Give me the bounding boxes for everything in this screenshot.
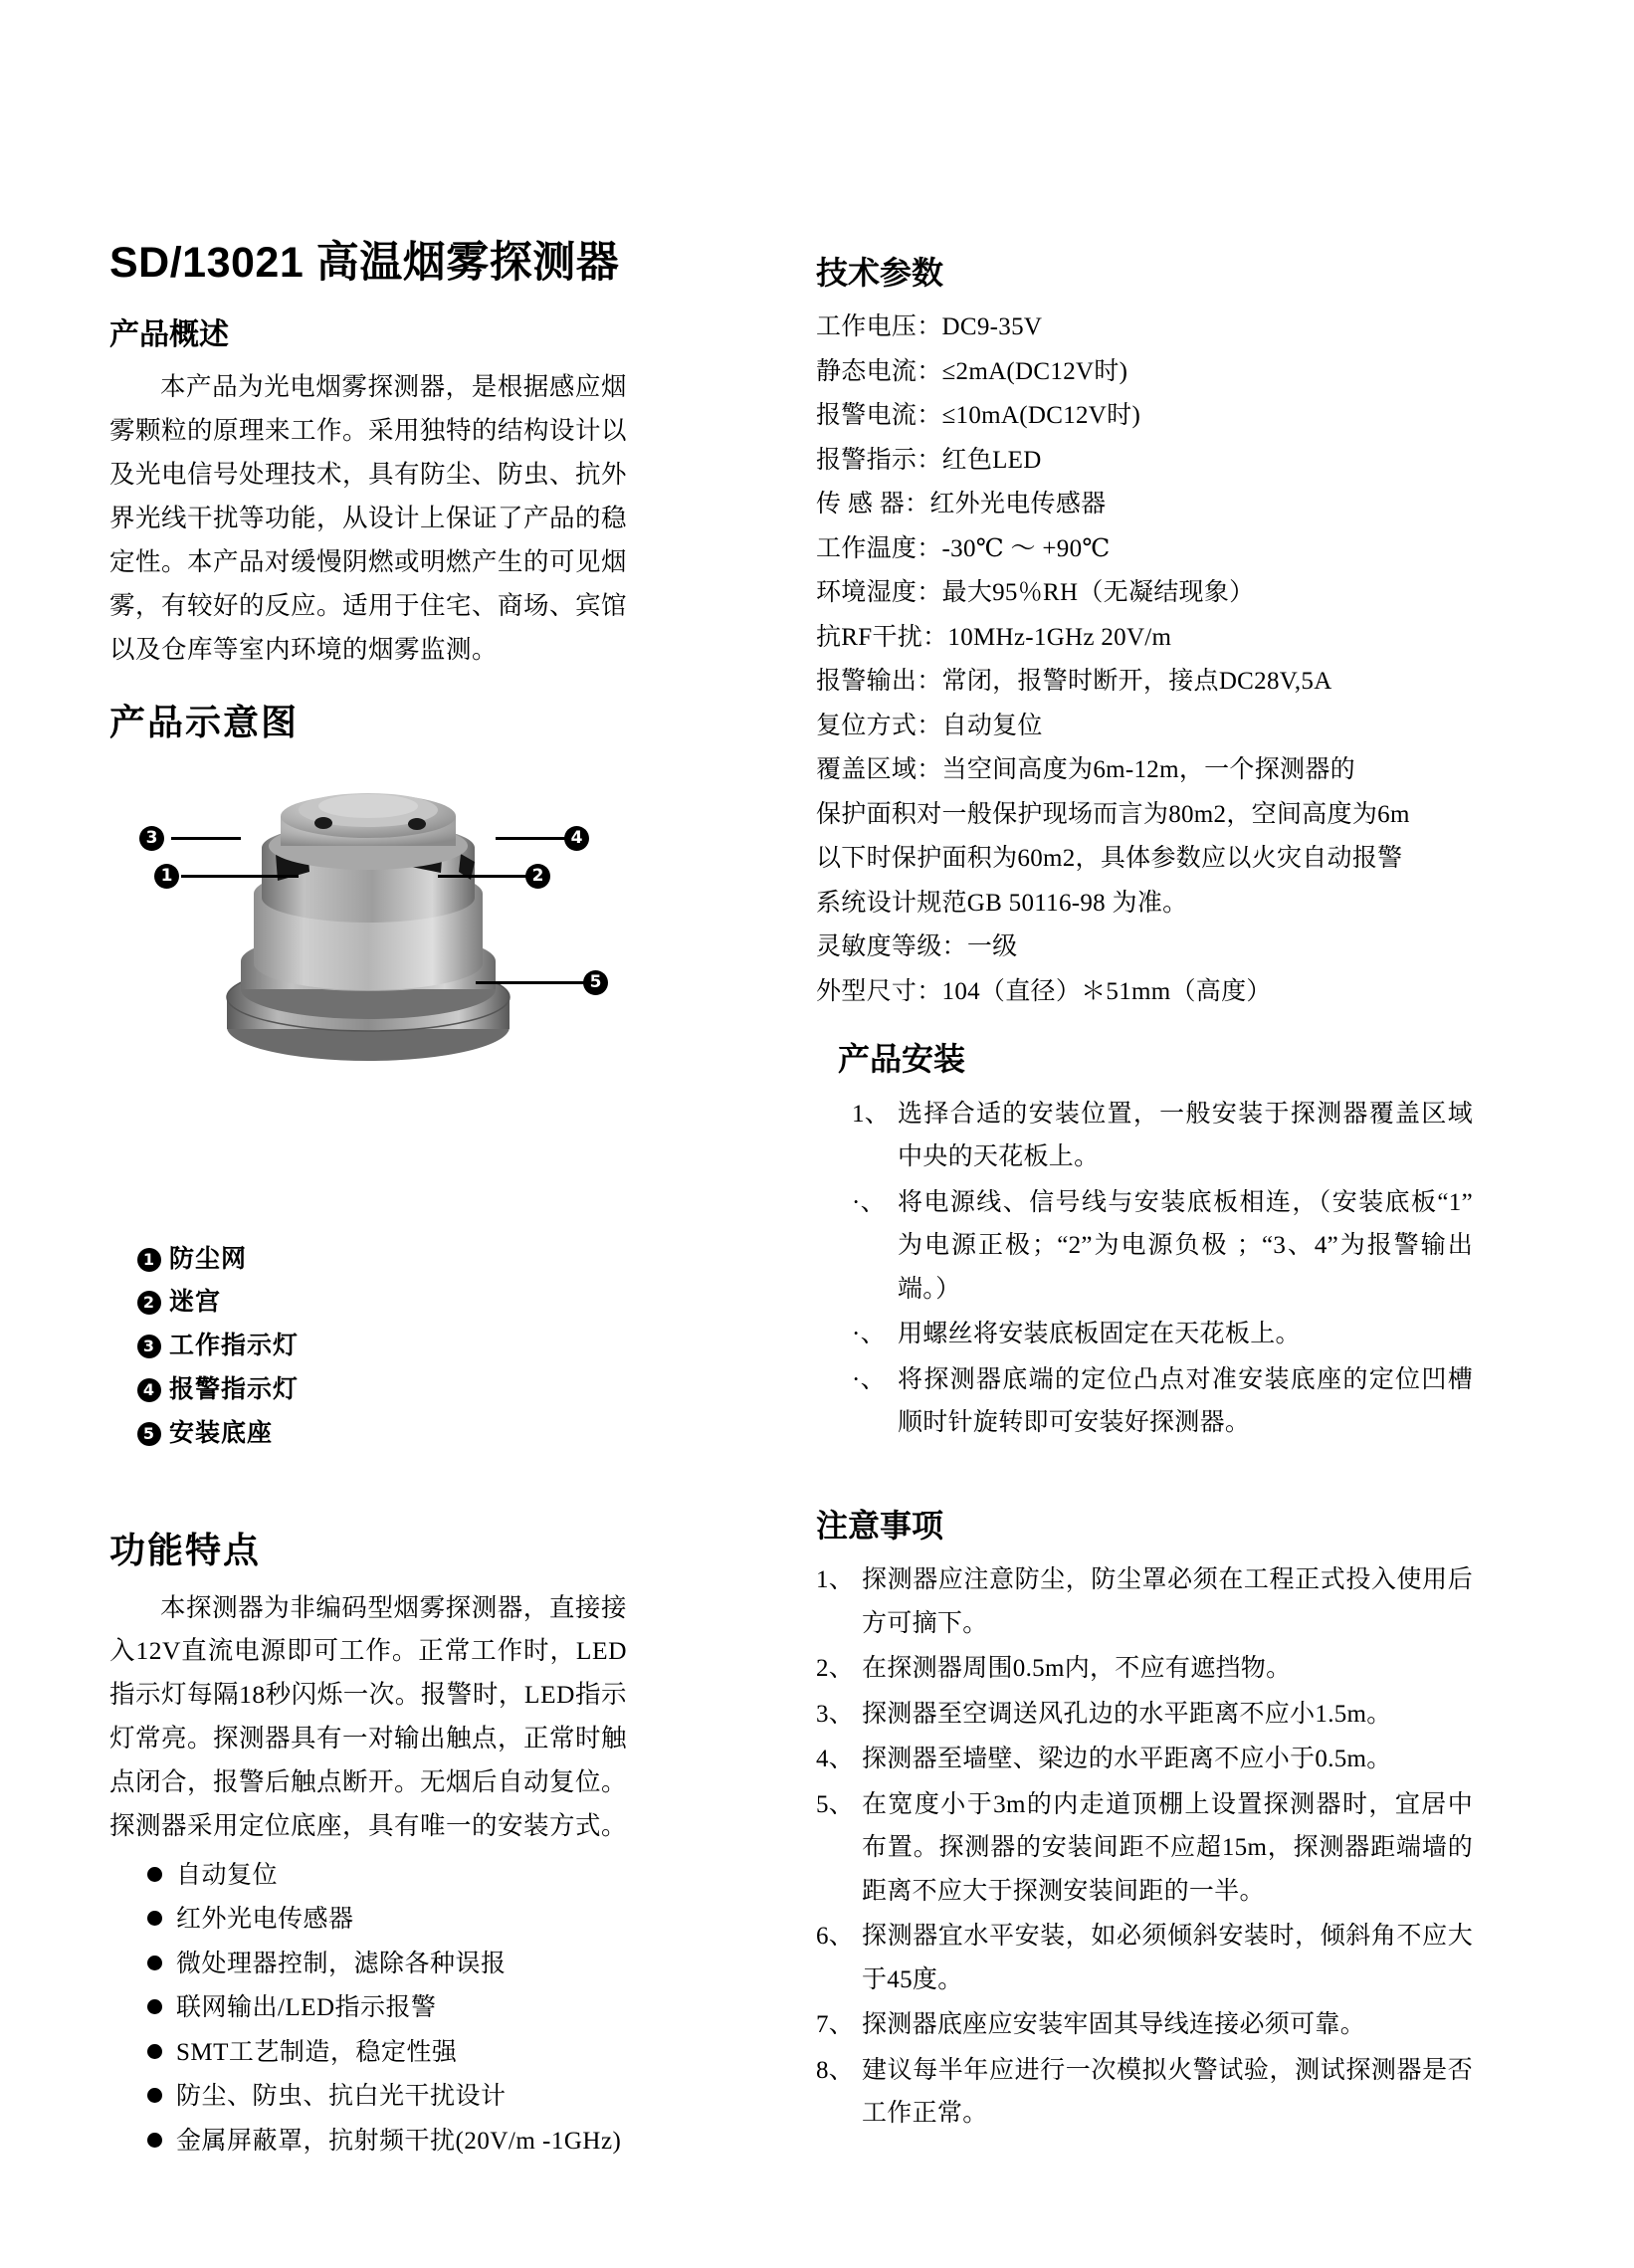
spec-row	[816, 926, 1473, 970]
feature-text-2: 红外光电传感器	[176, 1906, 354, 1934]
list-item	[147, 2120, 627, 2165]
list-item	[852, 1358, 1473, 1445]
note-text-2: 在探测器周围0.5m内，不应有遮挡物。	[862, 1655, 1292, 1683]
note-marker-3: 3、	[816, 1700, 855, 1728]
bullet-dot-icon	[147, 1911, 162, 1926]
bullet-dot-icon	[147, 1956, 162, 1970]
list-item	[816, 1738, 1473, 1781]
note-text-4: 探测器至墙壁、梁边的水平距离不应小于0.5m。	[862, 1746, 1392, 1773]
spec-value-1: DC9-35V	[941, 313, 1043, 341]
spec-label-dimensions: 外型尺寸：	[816, 977, 942, 1005]
note-marker-4: 4、	[816, 1746, 855, 1773]
feature-text-3: 微处理器控制，滤除各种误报	[176, 1950, 507, 1977]
list-item	[147, 1986, 627, 2031]
list-item	[147, 1943, 627, 1987]
coverage-continuation-2: 以下时保护面积为60m2，具体参数应以火灾自动报警	[816, 845, 1403, 873]
step-marker-4: ·、	[852, 1365, 886, 1393]
spec-label-sensitivity: 灵敏度等级：	[816, 933, 967, 961]
step-marker-3: ·、	[852, 1321, 886, 1348]
spec-label-8: 抗RF干扰：	[816, 623, 948, 651]
left-column	[109, 239, 627, 2164]
legend-label-2: 迷宫	[169, 1288, 222, 1317]
spec-row	[816, 616, 1473, 661]
spec-row	[816, 705, 1473, 749]
step-marker-1: 1、	[852, 1100, 891, 1128]
spec-value-4: 红色LED	[941, 446, 1042, 474]
callout-marker-1: 1	[154, 864, 179, 889]
feature-text-1: 自动复位	[176, 1861, 279, 1889]
list-item	[137, 1325, 627, 1368]
legend-label-3: 工作指示灯	[169, 1332, 300, 1360]
note-text-8: 建议每半年应进行一次模拟火警试验，测试探测器是否工作正常。	[862, 2056, 1473, 2128]
note-text-7: 探测器底座应安装牢固其导线连接必须可靠。	[862, 2011, 1366, 2039]
note-marker-1: 1、	[816, 1566, 855, 1594]
section-heading-specs: 技术参数	[816, 255, 944, 291]
note-marker-2: 2、	[816, 1655, 855, 1683]
section-heading-diagram: 产品示意图	[109, 702, 300, 743]
spec-row	[816, 660, 1473, 705]
legend-number-5: 5	[137, 1422, 161, 1446]
right-column	[816, 254, 1473, 2138]
spec-value-8: 10MHz-1GHz 20V/m	[947, 623, 1172, 651]
step-text-1: 选择合适的安装位置，一般安装于探测器覆盖区域中央的天花板上。	[898, 1100, 1473, 1171]
list-item	[852, 1313, 1473, 1356]
spec-value-11: 当空间高度为6m-12m，一个探测器的	[941, 756, 1355, 784]
note-text-3: 探测器至空调送风孔边的水平距离不应小1.5m。	[862, 1700, 1392, 1728]
callout-marker-3: 3	[139, 826, 164, 851]
list-item	[137, 1281, 627, 1325]
spec-row	[816, 394, 1473, 439]
spec-label-5: 传 感 器：	[816, 491, 930, 518]
note-marker-7: 7、	[816, 2011, 855, 2039]
spec-value-3: ≤10mA(DC12V时)	[941, 402, 1141, 430]
spec-row	[816, 748, 1473, 793]
list-item	[852, 1181, 1473, 1312]
step-text-3: 用螺丝将安装底板固定在天花板上。	[898, 1321, 1301, 1348]
feature-text-6: 防尘、防虫、抗白光干扰设计	[176, 2083, 507, 2111]
list-item	[147, 1898, 627, 1943]
spec-row	[816, 439, 1473, 484]
spec-label-3: 报警电流：	[816, 402, 942, 430]
spec-row	[816, 571, 1473, 616]
spec-value-sensitivity: 一级	[966, 933, 1018, 961]
specifications-list	[816, 306, 1473, 793]
step-text-2: 将电源线、信号线与安装底板相连，（安装底板“1”为电源正极；“2”为电源负极 ；“3、4”为报警输出端。）	[898, 1188, 1473, 1303]
leader-line-3	[171, 837, 241, 840]
legend-number-4: 4	[137, 1378, 161, 1402]
spec-label-9: 报警输出：	[816, 668, 942, 696]
bullet-dot-icon	[147, 2044, 162, 2059]
note-text-6: 探测器宜水平安装，如必须倾斜安装时，倾斜角不应大于45度。	[862, 1923, 1473, 1993]
section-heading-notes: 注意事项	[816, 1507, 944, 1544]
note-text-5: 在宽度小于3m的内走道顶棚上设置探测器时，宜居中布置。探测器的安装间距不应超15m，探测器距端墙的距离不应大于探测安装间距的一半。	[862, 1790, 1473, 1905]
section-heading-features: 功能特点	[109, 1530, 262, 1571]
legend-number-3: 3	[137, 1335, 161, 1358]
callout-marker-2: 2	[525, 864, 550, 889]
spec-label-1: 工作电压：	[816, 313, 942, 341]
feature-text-4: 联网输出/LED指示报警	[176, 1994, 437, 2022]
list-item	[816, 1558, 1473, 1645]
spec-value-2: ≤2mA(DC12V时)	[941, 357, 1128, 385]
spec-label-2: 静态电流：	[816, 357, 942, 385]
step-text-4: 将探测器底端的定位凸点对准安装底座的定位凹槽顺时针旋转即可安装好探测器。	[898, 1365, 1473, 1437]
diagram-legend	[109, 1238, 627, 1456]
list-item	[816, 1915, 1473, 2001]
spec-value-7: 最大95％RH（无凝结现象）	[941, 579, 1255, 607]
spec-label-11: 覆盖区域：	[816, 756, 942, 784]
legend-label-5: 安装底座	[169, 1418, 274, 1447]
list-item	[816, 2049, 1473, 2136]
legend-label-1: 防尘网	[169, 1244, 248, 1273]
list-item	[816, 1693, 1473, 1737]
features-bullet-list	[109, 1854, 627, 2165]
spec-value-5: 红外光电传感器	[929, 491, 1107, 518]
bullet-dot-icon	[147, 2133, 162, 2148]
leader-line-2	[438, 875, 527, 878]
list-item	[816, 1783, 1473, 1914]
feature-text-5: SMT工艺制造，稳定性强	[176, 2038, 458, 2066]
bullet-dot-icon	[147, 1867, 162, 1882]
spec-label-7: 环境湿度：	[816, 579, 942, 607]
spec-value-dimensions: 104（直径）＊51mm（高度）	[941, 977, 1272, 1005]
legend-label-4: 报警指示灯	[169, 1374, 300, 1403]
note-text-1: 探测器应注意防尘，防尘罩必须在工程正式投入使用后方可摘下。	[862, 1566, 1473, 1637]
spec-row	[816, 306, 1473, 350]
spec-value-10: 自动复位	[941, 712, 1043, 739]
smoke-detector-illustration	[204, 776, 532, 1075]
bullet-dot-icon	[147, 1999, 162, 2014]
list-item	[137, 1412, 627, 1456]
note-marker-8: 8、	[816, 2056, 855, 2084]
notes-list	[816, 1558, 1473, 2136]
product-diagram	[109, 758, 627, 1216]
leader-line-1	[181, 875, 299, 878]
list-item	[137, 1238, 627, 1282]
page-title: SD/13021 高温烟雾探测器	[109, 239, 620, 287]
legend-number-1: 1	[137, 1248, 161, 1272]
section-heading-installation: 产品安装	[838, 1041, 966, 1078]
note-marker-5: 5、	[816, 1790, 855, 1818]
list-item	[816, 1647, 1473, 1691]
spec-label-6: 工作温度：	[816, 534, 942, 562]
list-item	[147, 2031, 627, 2076]
note-marker-6: 6、	[816, 1923, 855, 1951]
coverage-continuation-3: 系统设计规范GB 50116-98 为准。	[816, 889, 1188, 917]
legend-number-2: 2	[137, 1291, 161, 1315]
section-heading-overview: 产品概述	[109, 318, 229, 352]
list-item	[147, 1854, 627, 1899]
list-item	[147, 2075, 627, 2120]
spec-row	[816, 350, 1473, 395]
list-item	[137, 1368, 627, 1412]
spec-label-4: 报警指示：	[816, 446, 942, 474]
callout-marker-5: 5	[583, 970, 608, 995]
spec-value-6: -30℃ ～ +90℃	[941, 534, 1111, 562]
specifications-tail-list	[816, 926, 1473, 1014]
spec-row	[816, 970, 1473, 1015]
coverage-continuation-1: 保护面积对一般保护现场而言为80m2，空间高度为6m	[816, 800, 1410, 828]
leader-line-5	[476, 981, 585, 984]
spec-value-9: 常闭，报警时断开，接点DC28V,5A	[941, 668, 1332, 696]
feature-text-7: 金属屏蔽罩，抗射频干扰(20V/m -1GHz)	[176, 2127, 622, 2155]
installation-steps	[816, 1093, 1473, 1445]
callout-marker-4: 4	[564, 826, 589, 851]
spec-label-10: 复位方式：	[816, 712, 942, 739]
bullet-dot-icon	[147, 2088, 162, 2103]
spec-row	[816, 527, 1473, 572]
features-paragraph: 本探测器为非编码型烟雾探测器，直接接入12V直流电源即可工作。正常工作时，LED指示灯每隔18秒闪烁一次。报警时，LED指示灯常亮。探测器具有一对输出触点，正常时触点闭合，报警后触点断开。无烟后自动复位。探测器采用定位底座，具有唯一的安装方式。	[109, 1592, 628, 1840]
step-marker-2: ·、	[852, 1188, 886, 1216]
overview-paragraph: 本产品为光电烟雾探测器，是根据感应烟雾颗粒的原理来工作。采用独特的结构设计以及光电信号处理技术，具有防尘、防虫、抗外界光线干扰等功能，从设计上保证了产品的稳定性。本产品对缓慢阴燃或明燃产生的可见烟雾，有较好的反应。适用于住宅、商场、宾馆以及仓库等室内环境的烟雾监测。	[109, 372, 628, 664]
list-item	[852, 1093, 1473, 1179]
list-item	[816, 2003, 1473, 2047]
leader-line-4	[496, 837, 565, 840]
spec-row	[816, 483, 1473, 527]
